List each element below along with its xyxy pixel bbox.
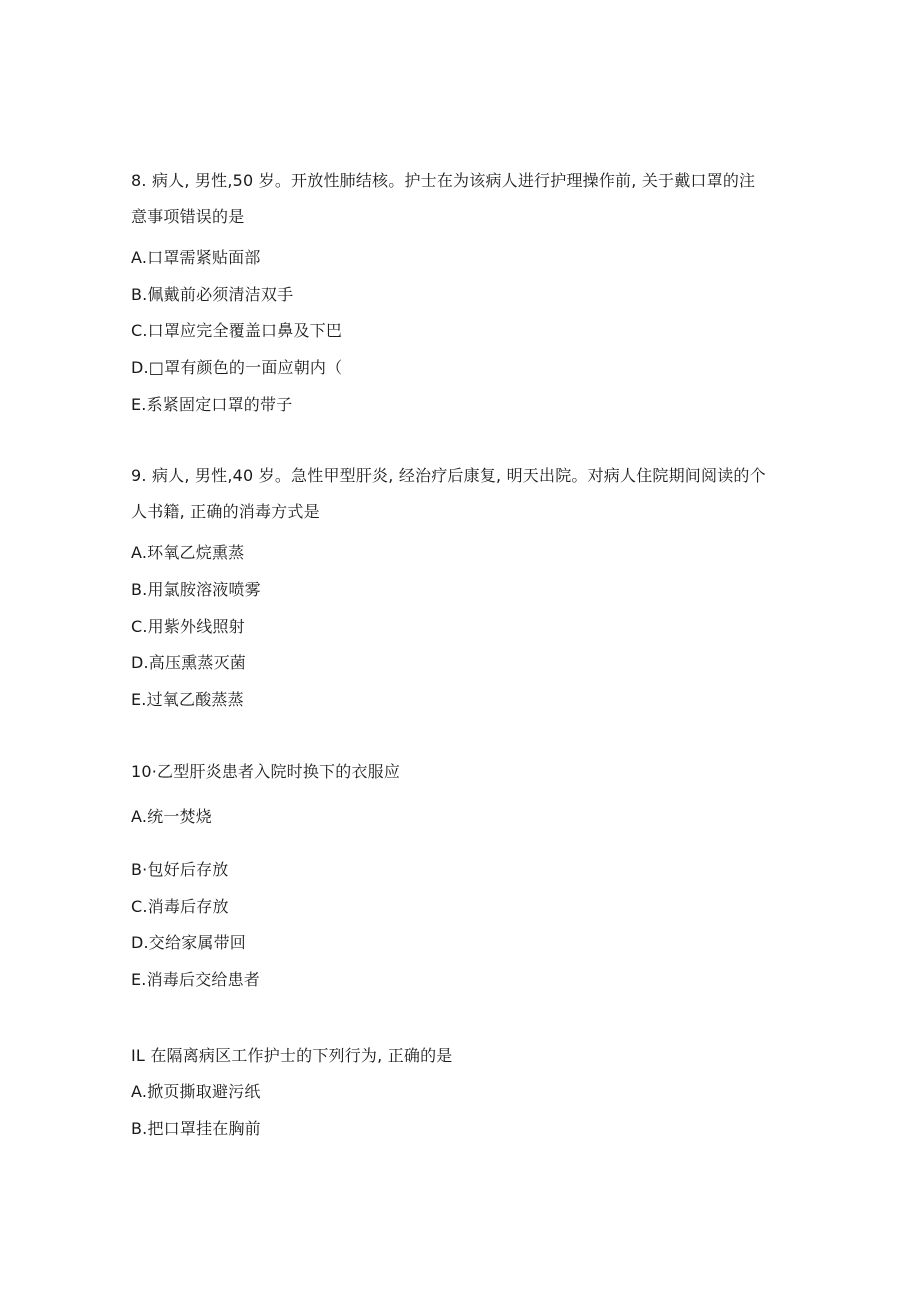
question-11-option-b: B.把口罩挂在胸前 xyxy=(131,1119,261,1138)
question-10-option-e: E.消毒后交给患者 xyxy=(131,970,260,989)
question-9-stem-line1: 9. 病人, 男性,40 岁。急性甲型肝炎, 经治疗后康复, 明天出院。对病人住院期间阅读的个 xyxy=(131,466,766,485)
question-10-option-b: B·包好后存放 xyxy=(131,860,229,879)
question-10-option-d: D.交给家属带回 xyxy=(131,933,247,952)
question-9-stem-line2: 人书籍, 正确的消毒方式是 xyxy=(131,502,320,521)
question-11-stem: IL 在隔离病区工作护士的下列行为, 正确的是 xyxy=(131,1046,453,1065)
question-9-option-b: B.用氯胺溶液喷雾 xyxy=(131,580,261,599)
question-8-option-b: B.佩戴前必须清洁双手 xyxy=(131,285,294,304)
question-8-option-e: E.系紧固定口罩的带子 xyxy=(131,395,293,414)
question-10-option-c: C.消毒后存放 xyxy=(131,897,229,916)
question-8-option-a: A.口罩需紧贴面部 xyxy=(131,248,261,267)
question-8-option-c: C.口罩应完全覆盖口鼻及下巴 xyxy=(131,321,343,340)
question-10-stem: 10·乙型肝炎患者入院时换下的衣服应 xyxy=(131,762,401,781)
question-8-stem-line1: 8. 病人, 男性,50 岁。开放性肺结核。护士在为该病人进行护理操作前, 关于戴口罩的注 xyxy=(131,171,756,190)
question-9-option-e: E.过氧乙酸蒸蒸 xyxy=(131,690,244,709)
question-9-option-c: C.用紫外线照射 xyxy=(131,617,245,636)
question-8-option-d: D.□罩有颜色的一面应朝内（ xyxy=(131,358,343,377)
question-11-option-a: A.掀页撕取避污纸 xyxy=(131,1082,261,1101)
question-8-stem-line2: 意事项错误的是 xyxy=(131,207,245,226)
question-9-option-a: A.环氧乙烷熏蒸 xyxy=(131,543,245,562)
question-10-option-a: A.统一焚烧 xyxy=(131,807,212,826)
question-9-option-d: D.高压熏蒸灭菌 xyxy=(131,653,247,672)
